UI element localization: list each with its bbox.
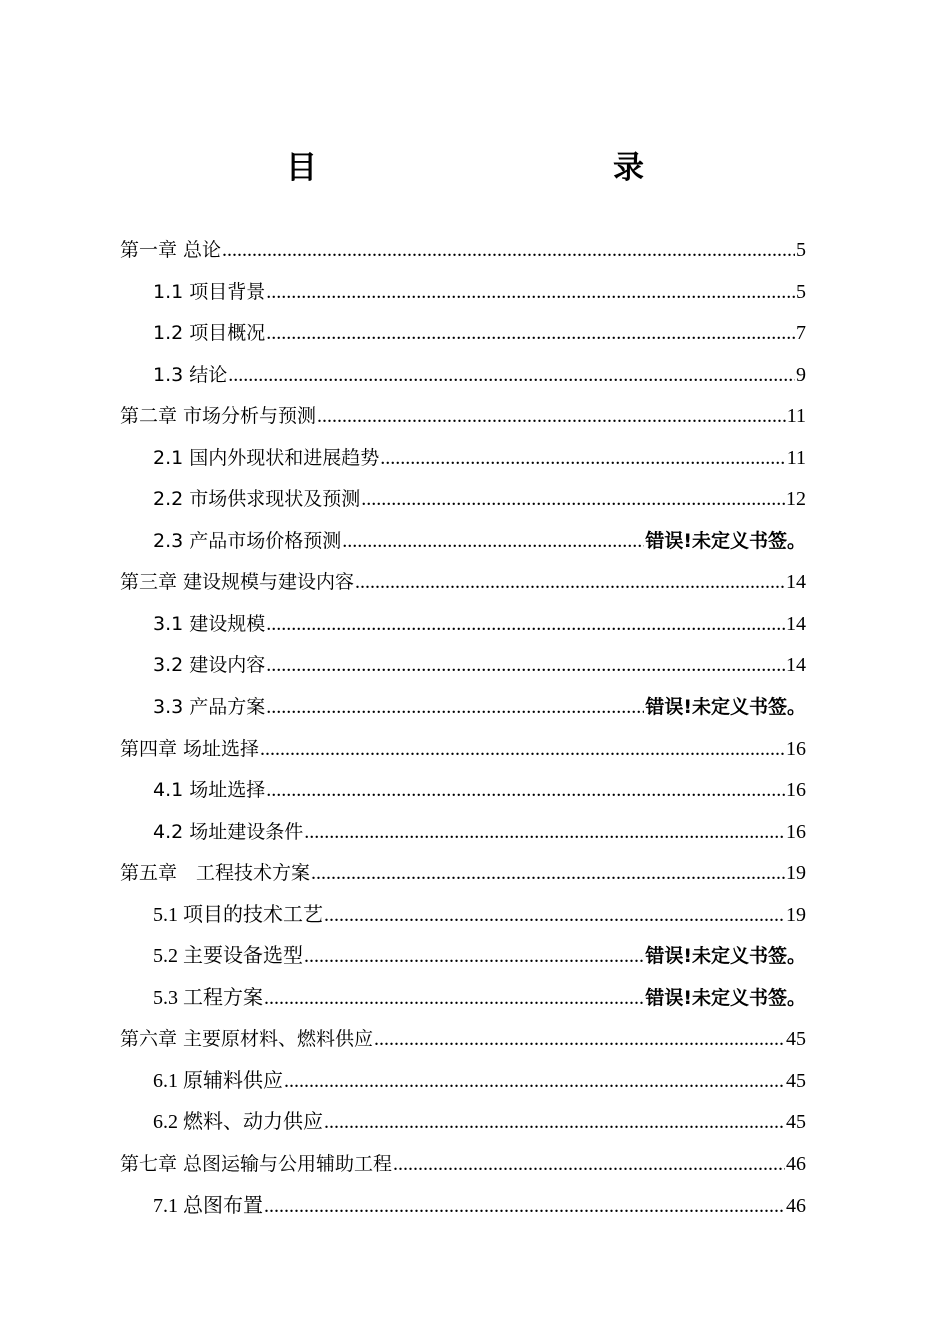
toc-page-number: 16 [786,820,806,843]
toc-page-number: 11 [786,446,806,469]
toc-dot-leader [374,1019,785,1061]
toc-section-entry[interactable] [120,604,806,646]
toc-entry-label: 第五章 工程技术方案 [120,862,311,885]
toc-page-number: 14 [786,654,806,677]
toc-section-entry[interactable] [120,812,806,854]
toc-page-number: 12 [786,488,806,511]
toc-bookmark-error: 错误!未定义书签。 [645,529,806,552]
toc-dot-leader [266,645,785,687]
toc-dot-leader [317,396,786,438]
toc-dot-leader [260,729,785,771]
toc-dot-leader [311,853,785,895]
toc-entry-label: 2.3 产品市场价格预测 [153,529,342,552]
toc-bookmark-error: 错误!未定义书签。 [645,945,806,968]
toc-title: 目 录 [286,150,722,186]
toc-entry-label: 2.2 市场供求现状及预测 [153,488,361,511]
toc-dot-leader [284,1061,785,1103]
toc-page-number: 16 [786,779,806,802]
toc-page-number: 5 [796,239,806,261]
toc-entry-label: 3.2 建设内容 [153,654,266,677]
toc-entry-label: 1.3 结论 [153,363,228,386]
table-of-contents [120,230,806,1227]
toc-entry-label: 6.1 原辅料供应 [153,1069,283,1092]
toc-entry-label: 5.3 工程方案 [153,986,263,1009]
toc-section-entry[interactable] [120,479,806,521]
toc-entry-label: 6.2 燃料、动力供应 [153,1111,323,1134]
toc-dot-leader [342,521,644,563]
toc-page-number: 45 [786,1111,806,1134]
toc-entry-label: 第四章 场址选择 [120,737,260,760]
toc-section-entry[interactable] [120,770,806,812]
toc-chapter-entry[interactable] [120,853,806,895]
toc-dot-leader [361,479,785,521]
toc-page-number: 7 [796,322,806,345]
toc-chapter-entry[interactable] [120,396,806,438]
toc-section-entry[interactable] [120,687,806,729]
toc-page-number: 45 [786,1069,806,1092]
toc-page-number: 19 [786,862,806,885]
toc-dot-leader [304,936,644,978]
toc-page-number: 5 [796,280,806,303]
toc-chapter-entry[interactable] [120,729,806,771]
toc-chapter-entry[interactable] [120,562,806,604]
toc-section-entry[interactable] [120,936,806,978]
toc-section-entry[interactable] [120,978,806,1020]
toc-entry-label: 第六章 主要原材料、燃料供应 [120,1028,374,1051]
toc-dot-leader [266,770,785,812]
toc-section-entry[interactable] [120,895,806,937]
toc-bookmark-error: 错误!未定义书签。 [645,696,806,719]
toc-section-entry[interactable] [120,438,806,480]
toc-entry-label: 第二章 市场分析与预测 [120,405,317,428]
toc-section-entry[interactable] [120,521,806,563]
toc-section-entry[interactable] [120,272,806,314]
toc-dot-leader [304,812,785,854]
toc-page-number: 45 [786,1028,806,1051]
toc-dot-leader [266,687,644,729]
toc-entry-label: 7.1 总图布置 [153,1194,263,1217]
toc-dot-leader [264,978,644,1020]
toc-entry-label: 3.3 产品方案 [153,696,266,719]
toc-entry-label: 1.1 项目背景 [153,280,266,303]
toc-chapter-entry[interactable] [120,230,806,272]
toc-entry-label: 4.2 场址建设条件 [153,820,304,843]
toc-section-entry[interactable] [120,355,806,397]
toc-chapter-entry[interactable] [120,1144,806,1186]
toc-entry-label: 5.1 项目的技术工艺 [153,903,323,926]
toc-page-number: 14 [786,571,806,594]
toc-entry-label: 第三章 建设规模与建设内容 [120,571,355,594]
toc-page-number: 46 [786,1194,806,1217]
toc-bookmark-error: 错误!未定义书签。 [645,986,806,1009]
toc-entry-label: 1.2 项目概况 [153,322,266,345]
toc-section-entry[interactable] [120,1061,806,1103]
toc-entry-label: 第一章 总论 [120,239,222,261]
toc-chapter-entry[interactable] [120,1019,806,1061]
toc-section-entry[interactable] [120,1186,806,1228]
toc-page-number: 19 [786,903,806,926]
toc-entry-label: 2.1 国内外现状和进展趋势 [153,446,380,469]
toc-dot-leader [264,1186,785,1228]
toc-section-entry[interactable] [120,645,806,687]
toc-page-number: 46 [786,1153,806,1176]
toc-dot-leader [393,1144,785,1186]
toc-dot-leader [266,604,785,646]
toc-dot-leader [380,438,785,480]
toc-dot-leader [266,272,795,314]
toc-dot-leader [228,355,795,397]
toc-entry-label: 5.2 主要设备选型 [153,945,303,968]
toc-page-number: 16 [786,737,806,760]
toc-dot-leader [324,895,785,937]
toc-entry-label: 3.1 建设规模 [153,612,266,635]
toc-page-number: 14 [786,612,806,635]
toc-page-number: 9 [796,363,806,386]
toc-dot-leader [324,1102,785,1144]
toc-section-entry[interactable] [120,313,806,355]
toc-page-number: 11 [786,405,806,428]
toc-dot-leader [222,230,795,272]
toc-dot-leader [355,562,785,604]
toc-section-entry[interactable] [120,1102,806,1144]
toc-entry-label: 第七章 总图运输与公用辅助工程 [120,1153,393,1176]
toc-entry-label: 4.1 场址选择 [153,779,266,802]
toc-dot-leader [266,313,795,355]
